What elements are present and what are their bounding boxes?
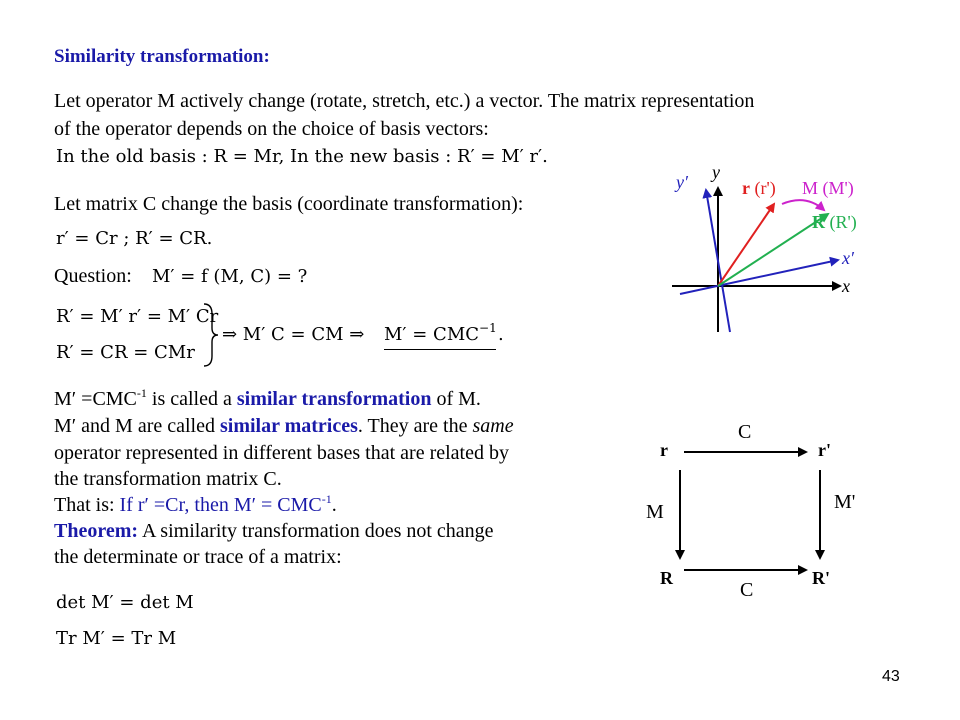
M-label: M (M') [802,178,854,198]
det-equation: det M′ = det M [56,592,194,613]
result-lhs: M′ = CMC [384,324,480,345]
similarity-line-3: operator represented in different bases that are related by [54,442,509,464]
text-if-then: If r′ =Cr, then M′ = CMC [119,494,322,516]
M-label: M [646,501,664,523]
change-basis-text: Let matrix C change the basis (coordinate transformation): [54,193,524,215]
result-period: . [498,324,504,345]
R-label-main: R [812,212,825,232]
M-prime-label: M' [834,491,856,513]
system-equation-2: R′ = CR = CMr [56,342,195,363]
page-number: 43 [882,668,900,685]
y-label: y [712,162,720,182]
term-similar-matrices: similar matrices [219,415,358,437]
R-prime-node: R' [812,568,830,588]
bottom-C-label: C [740,579,754,601]
result-equation [384,321,497,345]
intro-line-2: of the operator depends on the choice of basis vectors: [54,118,489,140]
x-prime-label: x′ [842,248,854,268]
text-same: same [472,415,514,437]
R-node: R [660,568,673,588]
trace-equation: Tr M′ = Tr M [56,628,177,649]
text-they-are: . They are the [357,415,473,437]
theorem-line-2: the determinate or trace of a matrix: [54,546,342,568]
top-C-label: C [738,421,752,443]
r-label-main: r [742,178,750,198]
sup-inverse: -1 [136,386,147,400]
r-label [742,178,776,199]
x-label: x [842,276,850,296]
sup-inverse-2: -1 [321,492,332,506]
commutative-diagram [630,410,870,610]
slide-title: Similarity transformation: [54,46,270,67]
R-label-paren: (R') [829,212,857,232]
text-period: . [331,494,337,516]
derivation-chain: ⇒ M′ C = CM ⇒ [222,324,365,345]
r-node: r [660,440,668,460]
text-called: is called a [146,388,237,410]
similarity-line-2 [54,413,514,439]
similarity-line-1 [54,386,481,412]
result-exponent: −1 [479,321,497,335]
question-equation: M′ = f (M, C) = ? [152,266,308,287]
basis-equation: In the old basis : R = Mr, In the new basis : R′ = M′ r′. [56,146,548,167]
similarity-line-5 [54,492,337,518]
text-that-is: That is: [54,494,120,516]
text-cmc: M′ =CMC [54,388,137,410]
text-called-similar: M′ and M are called [54,415,220,437]
text-of-m: of M. [431,388,481,410]
change-basis-equation: r′ = Cr ; R′ = CR. [56,228,213,249]
r-prime-node: r' [818,440,831,460]
system-equation-1: R′ = M′ r′ = M′ Cr [56,306,219,327]
result-underline [384,349,496,350]
intro-line-1: Let operator M actively change (rotate, stretch, etc.) a vector. The matrix representation [54,90,755,112]
y-prime-label: y′ [676,172,688,192]
theorem-line-1 [54,518,494,544]
theorem-label: Theorem: [54,520,139,542]
term-similar-transformation: similar transformation [236,388,432,410]
M-rotation-arrow [782,200,824,210]
system-brace [200,302,220,368]
theorem-text: A similarity transformation does not change [138,520,494,542]
question-label: Question: [54,265,132,287]
similarity-line-4: the transformation matrix C. [54,468,282,490]
r-vector [718,204,774,286]
x-prime-axis [680,260,838,294]
vector-diagram [660,150,920,340]
R-label [812,212,857,233]
r-label-paren: (r') [754,178,776,198]
